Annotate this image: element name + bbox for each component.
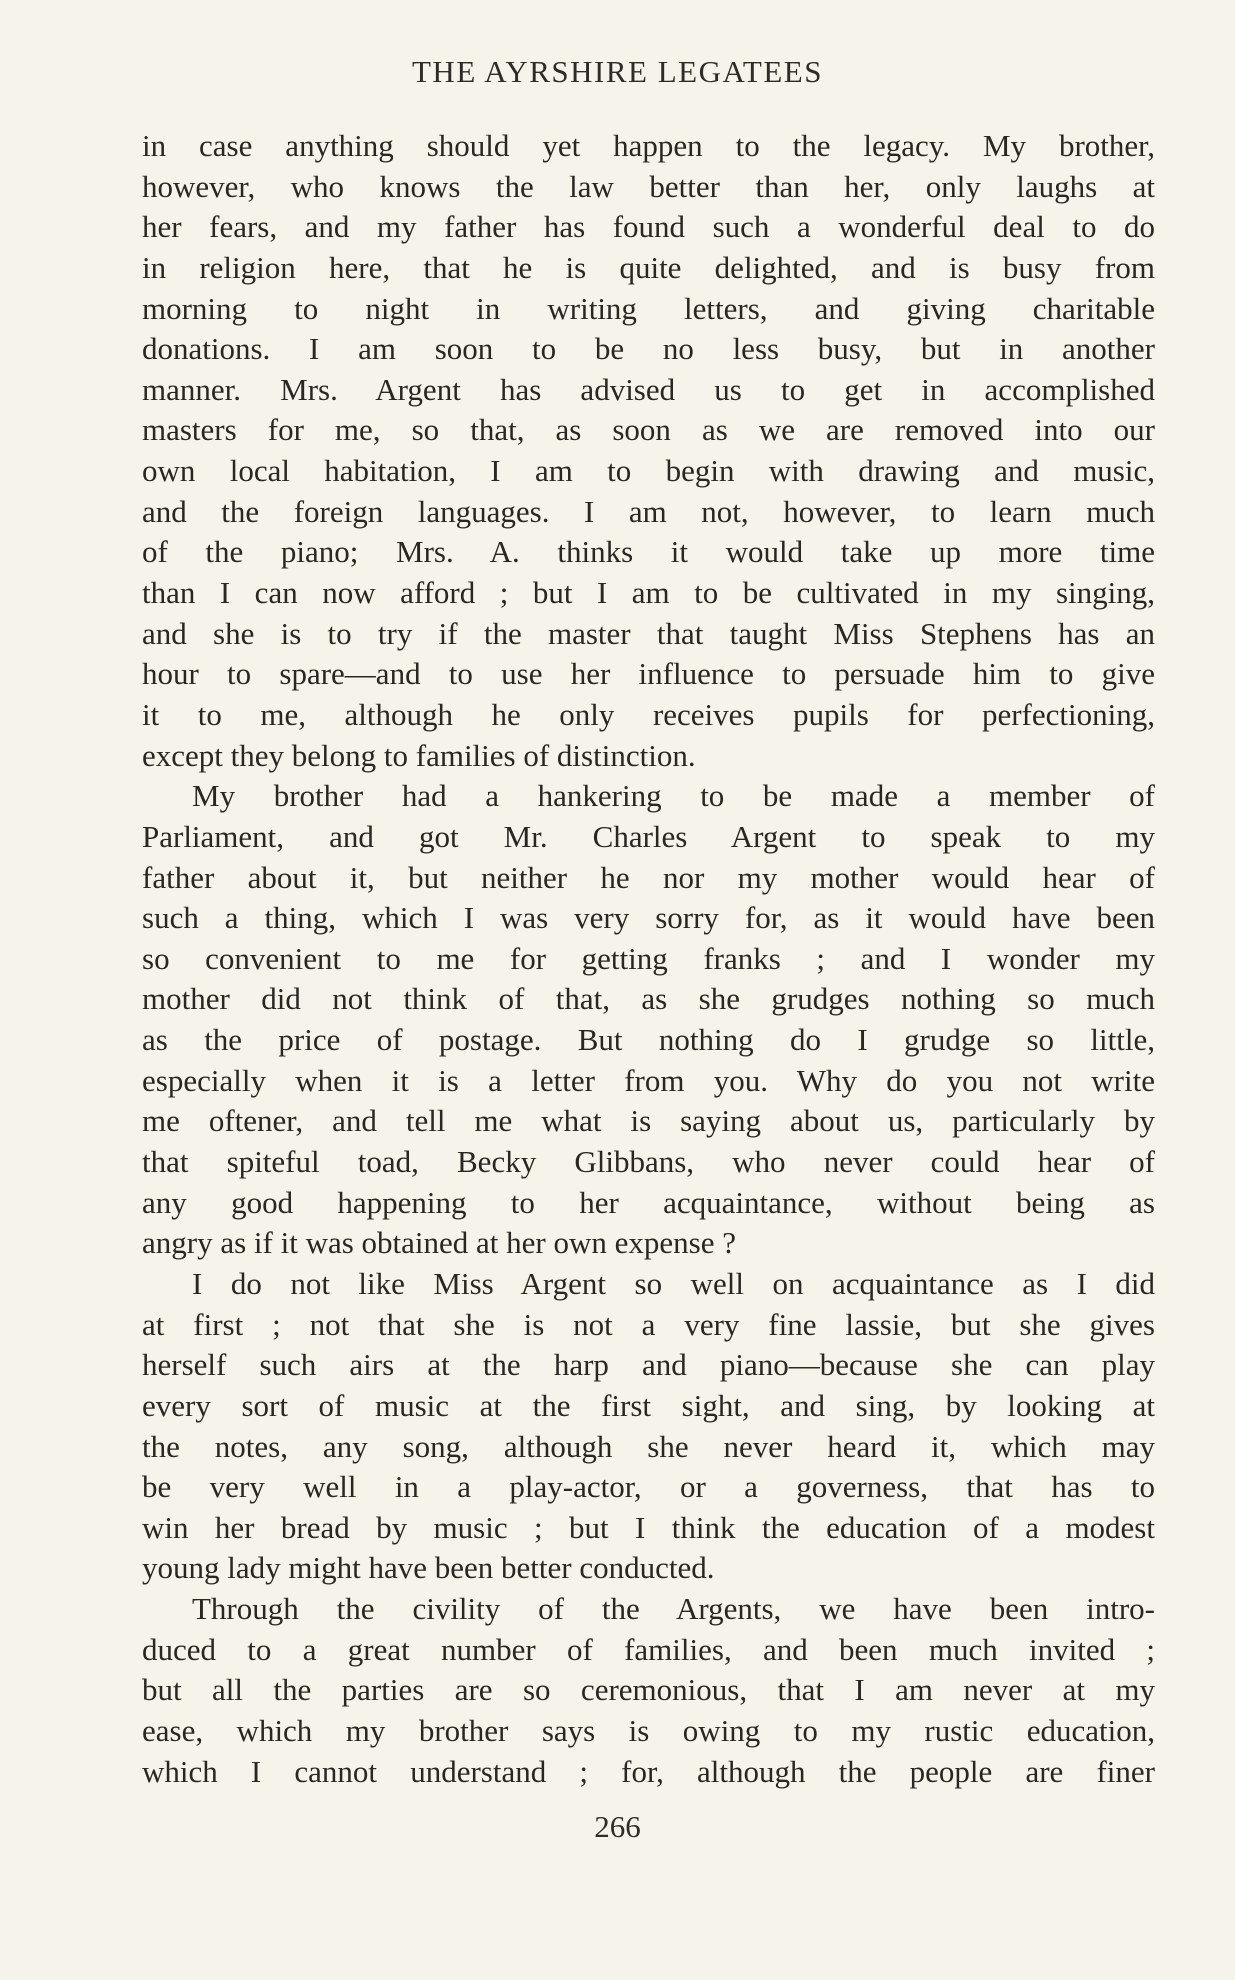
text-line: masters for me, so that, as soon as we are removed into our: [142, 412, 1155, 448]
text-line: especially when it is a letter from you. Why do you not write: [142, 1062, 1155, 1098]
text-line: own local habitation, I am to begin with drawing and music,: [142, 453, 1155, 489]
text-line: that spiteful toad, Becky Glibbans, who never could hear of: [142, 1144, 1155, 1180]
text-line: Parliament, and got Mr. Charles Argent to speak to my: [142, 818, 1155, 854]
text-line: Through the civility of the Argents, we have been intro-: [192, 1591, 1155, 1627]
text-line: in case anything should yet happen to the legacy. My brother,: [142, 128, 1155, 163]
text-line: angry as if it was obtained at her own expense ?: [142, 1225, 736, 1261]
text-line: father about it, but neither he nor my mother would hear of: [142, 859, 1155, 895]
text-line: as the price of postage. But nothing do I grudge so little,: [142, 1022, 1155, 1058]
text-line: her fears, and my father has found such a wonderful deal to do: [142, 209, 1155, 245]
text-line: and the foreign languages. I am not, however, to learn much: [142, 493, 1155, 529]
text-line: so convenient to me for getting franks ; and I wonder my: [142, 940, 1155, 976]
text-line: which I cannot understand ; for, although the people are finer: [142, 1753, 1155, 1789]
text-line: manner. Mrs. Argent has advised us to get in accomplished: [142, 371, 1155, 407]
text-line: it to me, although he only receives pupils for perfectioning,: [142, 696, 1155, 732]
text-line: hour to spare—and to use her influence to persuade him to give: [142, 656, 1155, 692]
text-line: mother did not think of that, as she grudges nothing so much: [142, 981, 1155, 1017]
text-line: such a thing, which I was very sorry for, as it would have been: [142, 900, 1155, 936]
body-text: [142, 126, 1155, 1792]
text-line: however, who knows the law better than her, only laughs at: [142, 168, 1155, 204]
text-line: herself such airs at the harp and piano—because she can play: [142, 1347, 1155, 1383]
text-line: duced to a great number of families, and been much invited ;: [142, 1631, 1155, 1667]
text-line: than I can now afford ; but I am to be cultivated in my singing,: [142, 575, 1155, 611]
text-line: My brother had a hankering to be made a member of: [192, 778, 1155, 814]
text-line: and she is to try if the master that taught Miss Stephens has an: [142, 615, 1155, 651]
text-line: at first ; not that she is not a very fine lassie, but she gives: [142, 1306, 1155, 1342]
text-line: win her bread by music ; but I think the education of a modest: [142, 1509, 1155, 1545]
text-line: of the piano; Mrs. A. thinks it would take up more time: [142, 534, 1155, 570]
text-line: young lady might have been better conducted.: [142, 1550, 715, 1586]
running-head: THE AYRSHIRE LEGATEES: [412, 54, 823, 89]
text-line: but all the parties are so ceremonious, that I am never at my: [142, 1672, 1155, 1708]
text-line: be very well in a play-actor, or a governess, that has to: [142, 1469, 1155, 1505]
text-line: except they belong to families of distinction.: [142, 737, 696, 773]
text-line: any good happening to her acquaintance, without being as: [142, 1184, 1155, 1220]
text-line: ease, which my brother says is owing to my rustic education,: [142, 1712, 1155, 1748]
text-line: donations. I am soon to be no less busy, but in another: [142, 331, 1155, 367]
text-line: every sort of music at the first sight, and sing, by looking at: [142, 1387, 1155, 1423]
text-line: the notes, any song, although she never heard it, which may: [142, 1428, 1155, 1464]
text-line: I do not like Miss Argent so well on acquaintance as I did: [192, 1265, 1155, 1301]
text-line: morning to night in writing letters, and giving charitable: [142, 290, 1155, 326]
text-line: in religion here, that he is quite delighted, and is busy from: [142, 249, 1155, 285]
page-number: 266: [594, 1809, 641, 1844]
text-line: me oftener, and tell me what is saying about us, particularly by: [142, 1103, 1155, 1139]
